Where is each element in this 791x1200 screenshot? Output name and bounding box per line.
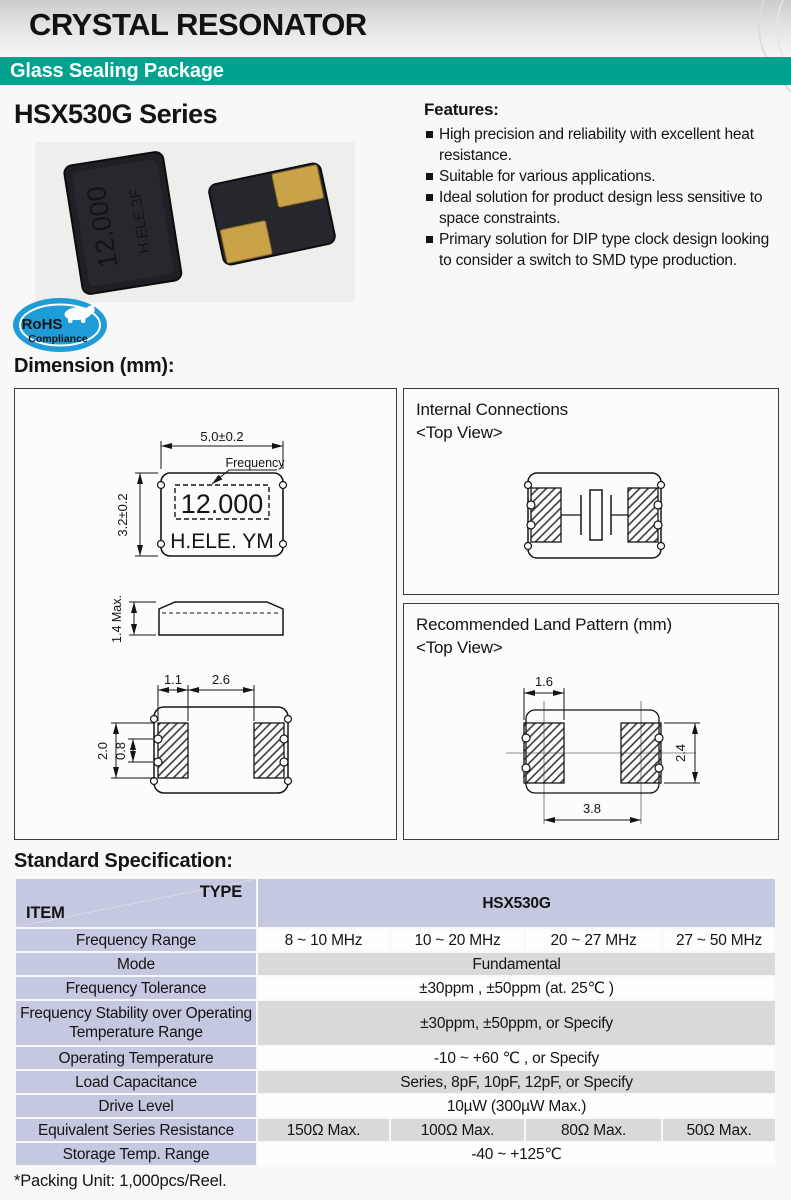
spec-row [16, 1143, 775, 1165]
feature-item [424, 229, 784, 271]
crystal-photo-front [63, 151, 182, 295]
dim-notch-pitch-label: 0.8 [113, 741, 128, 761]
spec-cell: -40 ~ +125℃ [258, 1143, 775, 1165]
bullet-square-icon [426, 131, 433, 138]
features-list [424, 124, 784, 271]
rohs-compliance-label: Compliance [28, 333, 88, 345]
bullet-square-icon [426, 173, 433, 180]
spec-cell: 20 ~ 27 MHz [526, 929, 661, 951]
corner-item-label: ITEM [26, 904, 65, 922]
spec-row [16, 1095, 775, 1117]
product-photos [35, 142, 355, 302]
spec-cell: 27 ~ 50 MHz [663, 929, 775, 951]
land-pad-width-label: 1.6 [534, 674, 554, 689]
bullet-square-icon [426, 236, 433, 243]
frequency-value-label: 12.000 [180, 489, 264, 519]
land-pattern-title: Recommended Land Pattern (mm) [416, 615, 672, 634]
spec-cell: ±30ppm , ±50ppm (at. 25℃ ) [258, 977, 775, 999]
spec-corner-cell [16, 879, 256, 927]
spec-row-label: Mode [16, 953, 256, 975]
bullet-square-icon [426, 194, 433, 201]
spec-row [16, 1001, 775, 1045]
spec-row [16, 977, 775, 999]
land-pattern-drawing [404, 604, 778, 838]
spec-cell: -10 ~ +60 ℃ , or Specify [258, 1047, 775, 1069]
spec-row-label: Storage Temp. Range [16, 1143, 256, 1165]
feature-text: Suitable for various applications. [439, 168, 656, 185]
spec-table [14, 877, 777, 1167]
rohs-badge [12, 297, 108, 353]
package-banner-label: Glass Sealing Package [10, 60, 224, 82]
chip-marking-frequency: 12.000 [80, 184, 124, 271]
package-banner [0, 57, 791, 85]
spec-row [16, 1047, 775, 1069]
land-pattern-subtitle: <Top View> [416, 638, 503, 657]
chip-marking-brand: H.ELE.3F [126, 187, 154, 255]
spec-heading: Standard Specification: [14, 850, 233, 872]
dim-pad-gap-label: 2.6 [211, 672, 231, 687]
spec-cell: Fundamental [258, 953, 775, 975]
spec-row [16, 1071, 775, 1093]
feature-text: High precision and reliability with excellent heat resistance. [439, 126, 754, 164]
land-pad-height-label: 2.4 [673, 743, 688, 763]
dim-pad-height-label: 2.0 [95, 741, 110, 761]
feature-text: Primary solution for DIP type clock design looking to consider a switch to SMD type production. [439, 231, 770, 269]
spec-row [16, 1119, 775, 1141]
spec-cell: 8 ~ 10 MHz [258, 929, 389, 951]
spec-row [16, 953, 775, 975]
feature-item [424, 124, 784, 166]
dim-height-label: 3.2±0.2 [115, 493, 130, 537]
marking-label: H.ELE. YM [170, 530, 274, 553]
spec-cell: ±30ppm, ±50ppm, or Specify [258, 1001, 775, 1045]
spec-row-label: Equivalent Series Resistance [16, 1119, 256, 1141]
spec-cell: 10 ~ 20 MHz [391, 929, 524, 951]
land-pattern-box [403, 603, 779, 840]
spec-row-label: Drive Level [16, 1095, 256, 1117]
spec-row [16, 929, 775, 951]
spec-row-label: Frequency Range [16, 929, 256, 951]
internal-connections-subtitle: <Top View> [416, 423, 503, 442]
feature-item [424, 166, 784, 187]
spec-row-label: Operating Temperature [16, 1047, 256, 1069]
frequency-pointer-label: Frequency [225, 456, 285, 470]
dim-pad-width-label: 1.1 [163, 672, 183, 687]
dimension-drawing-box [14, 388, 397, 840]
spec-cell: 50Ω Max. [663, 1119, 775, 1141]
spec-row-label: Frequency Stability over Operating Temperature Range [16, 1001, 256, 1045]
internal-connections-title: Internal Connections [416, 400, 568, 419]
internal-connections-drawing [404, 389, 778, 592]
spec-cell: 10µW (300µW Max.) [258, 1095, 775, 1117]
spec-cell: 150Ω Max. [258, 1119, 389, 1141]
features-heading: Features: [424, 100, 499, 119]
dim-thickness-label: 1.4 Max. [110, 595, 124, 643]
feature-text: Ideal solution for product design less sensitive to space constraints. [439, 189, 763, 227]
spec-cell: 80Ω Max. [526, 1119, 661, 1141]
series-heading: HSX530G Series [14, 99, 218, 129]
land-pad-pitch-label: 3.8 [582, 801, 602, 816]
spec-row-label: Frequency Tolerance [16, 977, 256, 999]
spec-type-header: HSX530G [258, 879, 775, 927]
feature-item [424, 187, 784, 229]
spec-row-label: Load Capacitance [16, 1071, 256, 1093]
packing-unit-note: *Packing Unit: 1,000pcs/Reel. [14, 1172, 227, 1190]
spec-cell: 100Ω Max. [391, 1119, 524, 1141]
rohs-label: RoHS [21, 316, 63, 333]
dim-width-label: 5.0±0.2 [200, 429, 244, 444]
features-section [424, 100, 784, 271]
dimension-heading: Dimension (mm): [14, 355, 175, 377]
spec-cell: Series, 8pF, 10pF, 12pF, or Specify [258, 1071, 775, 1093]
internal-connections-box [403, 388, 779, 595]
corner-type-label: TYPE [199, 883, 242, 901]
page-title: CRYSTAL RESONATOR [29, 7, 367, 42]
dimension-drawing [15, 389, 396, 838]
